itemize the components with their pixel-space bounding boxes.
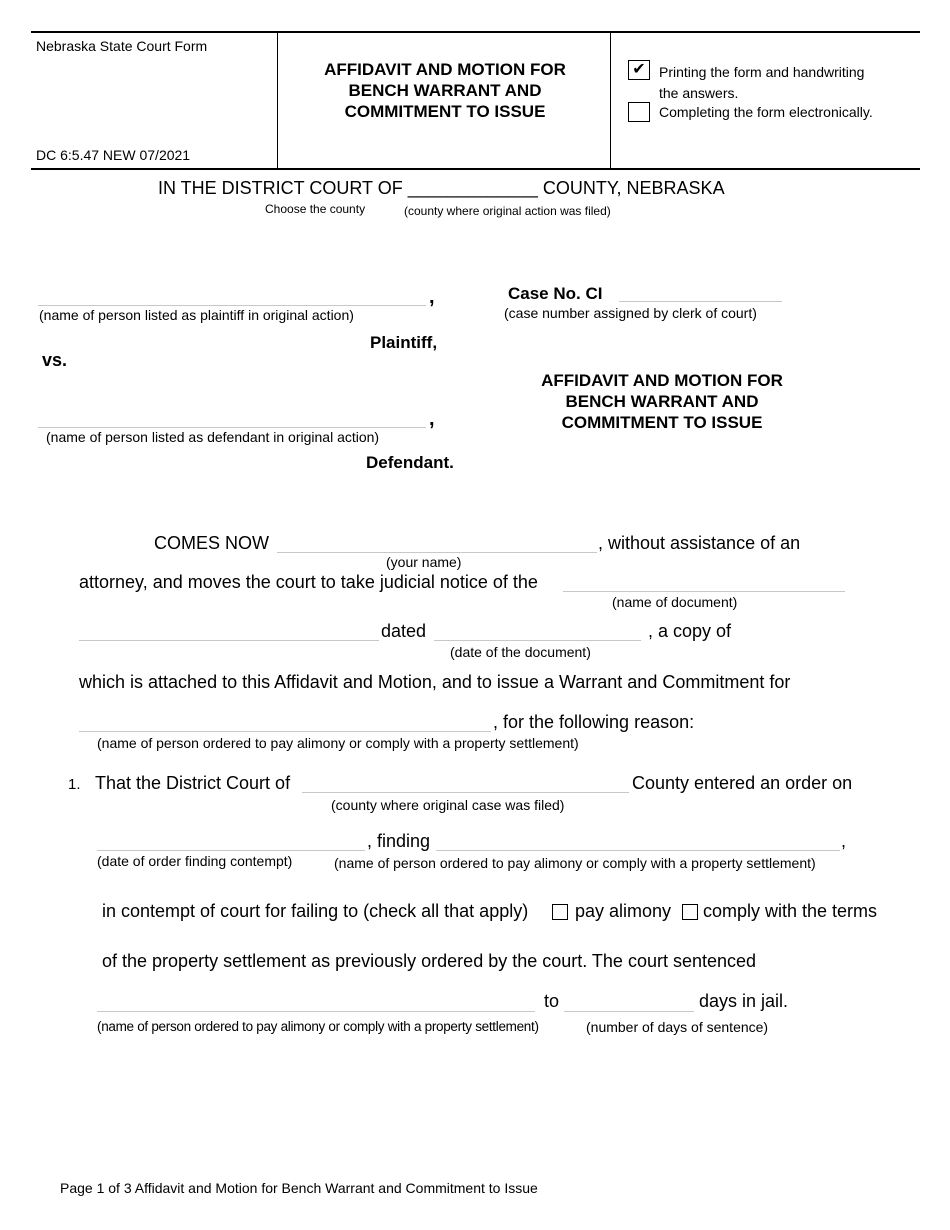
check-mark-icon: ✔ [632, 61, 646, 78]
order-date-field[interactable] [97, 850, 365, 851]
comes-now-label: COMES NOW [154, 533, 269, 553]
finding-trailing-comma: , [841, 831, 847, 851]
header-title-line: COMMITMENT TO ISSUE [344, 102, 546, 121]
header-title [285, 59, 605, 122]
days-in-jail-text: days in jail. [699, 991, 789, 1011]
vs-label: vs. [42, 350, 68, 370]
without-assistance-text: , without assistance of an [598, 533, 801, 553]
court-line-suffix: COUNTY, NEBRASKA [542, 178, 725, 198]
person-name-caption: (name of person ordered to pay alimony or comply with a property settlement) [97, 735, 579, 751]
form-number: DC 6:5.47 NEW 07/2021 [36, 147, 191, 163]
court-line-prefix: IN THE DISTRICT COURT OF [158, 178, 403, 198]
comply-terms-checkbox[interactable] [682, 904, 698, 920]
print-option-label-line: Printing the form and handwriting [659, 64, 865, 80]
case-no-field[interactable] [619, 301, 782, 302]
print-option-checkbox[interactable] [628, 60, 650, 80]
days-field[interactable] [564, 1011, 694, 1012]
item-number: 1. [68, 776, 81, 793]
pay-alimony-label: pay alimony [575, 901, 672, 921]
original-county-field[interactable] [302, 792, 629, 793]
page-footer: Page 1 of 3 Affidavit and Motion for Bench Warrant and Commitment to Issue [60, 1180, 538, 1196]
choose-county-hint: Choose the county [265, 202, 366, 216]
right-title-line: AFFIDAVIT AND MOTION FOR [541, 371, 783, 390]
case-no-label: Case No. CI [508, 284, 603, 303]
document-date-caption: (date of the document) [450, 644, 591, 660]
plaintiff-caption: (name of person listed as plaintiff in original action) [39, 307, 354, 323]
sentenced-person-caption: (name of person ordered to pay alimony or comply with a property settlement) [97, 1019, 539, 1034]
days-caption: (number of days of sentence) [586, 1019, 769, 1035]
district-court-of-text: That the District Court of [95, 773, 291, 793]
copy-of-text: , a copy of [648, 621, 732, 641]
header-title-line: AFFIDAVIT AND MOTION FOR [324, 60, 566, 79]
court-line [158, 178, 725, 199]
document-name-field[interactable] [563, 591, 845, 592]
document-date-field[interactable] [434, 640, 641, 641]
finding-text: , finding [367, 831, 431, 851]
defendant-caption: (name of person listed as defendant in original action) [46, 429, 380, 445]
right-title-line: COMMITMENT TO ISSUE [561, 413, 763, 432]
county-caption: (county where original action was filed) [404, 204, 611, 218]
your-name-caption: (your name) [386, 554, 462, 570]
county-select[interactable]: _____________ [407, 178, 538, 198]
electronic-option-label: Completing the form electronically. [659, 104, 873, 120]
defendant-name-field[interactable] [38, 427, 426, 428]
case-no-caption: (case number assigned by clerk of court) [504, 305, 757, 321]
attorney-line: attorney, and moves the court to take judicial notice of the [79, 572, 538, 592]
defendant-comma: , [429, 408, 435, 430]
person-name-field[interactable] [79, 731, 491, 732]
comply-terms-label: comply with the terms [703, 901, 878, 921]
contempt-person-caption: (name of person ordered to pay alimony or comply with a property settlement) [334, 855, 816, 871]
print-option-label [659, 62, 864, 104]
document-name-field-2[interactable] [79, 640, 379, 641]
contempt-text: in contempt of court for failing to (check all that apply) [102, 901, 529, 921]
right-title-line: BENCH WARRANT AND [565, 392, 759, 411]
following-reason-text: , for the following reason: [493, 712, 695, 732]
county-entered-text: County entered an order on [632, 773, 853, 793]
court-form-label: Nebraska State Court Form [36, 38, 208, 54]
plaintiff-name-field[interactable] [38, 305, 426, 306]
print-option-label-line: the answers. [659, 85, 739, 101]
plaintiff-label: Plaintiff, [370, 333, 438, 352]
right-title [502, 370, 822, 433]
attached-line: which is attached to this Affidavit and Motion, and to issue a Warrant and Commitment for [79, 672, 791, 692]
order-date-caption: (date of order finding contempt) [97, 853, 293, 869]
contempt-person-field[interactable] [436, 850, 840, 851]
property-settlement-line: of the property settlement as previously ordered by the court. The court sentenced [102, 951, 757, 971]
your-name-field[interactable] [277, 552, 597, 553]
to-label: to [544, 991, 560, 1011]
dated-label: dated [381, 621, 427, 641]
defendant-label: Defendant. [366, 453, 454, 472]
document-name-caption: (name of document) [612, 594, 738, 610]
electronic-option-checkbox[interactable] [628, 102, 650, 122]
pay-alimony-checkbox[interactable] [552, 904, 568, 920]
original-county-caption: (county where original case was filed) [331, 797, 565, 813]
plaintiff-comma: , [429, 286, 435, 308]
header-title-line: BENCH WARRANT AND [348, 81, 542, 100]
sentenced-person-field[interactable] [97, 1011, 535, 1012]
